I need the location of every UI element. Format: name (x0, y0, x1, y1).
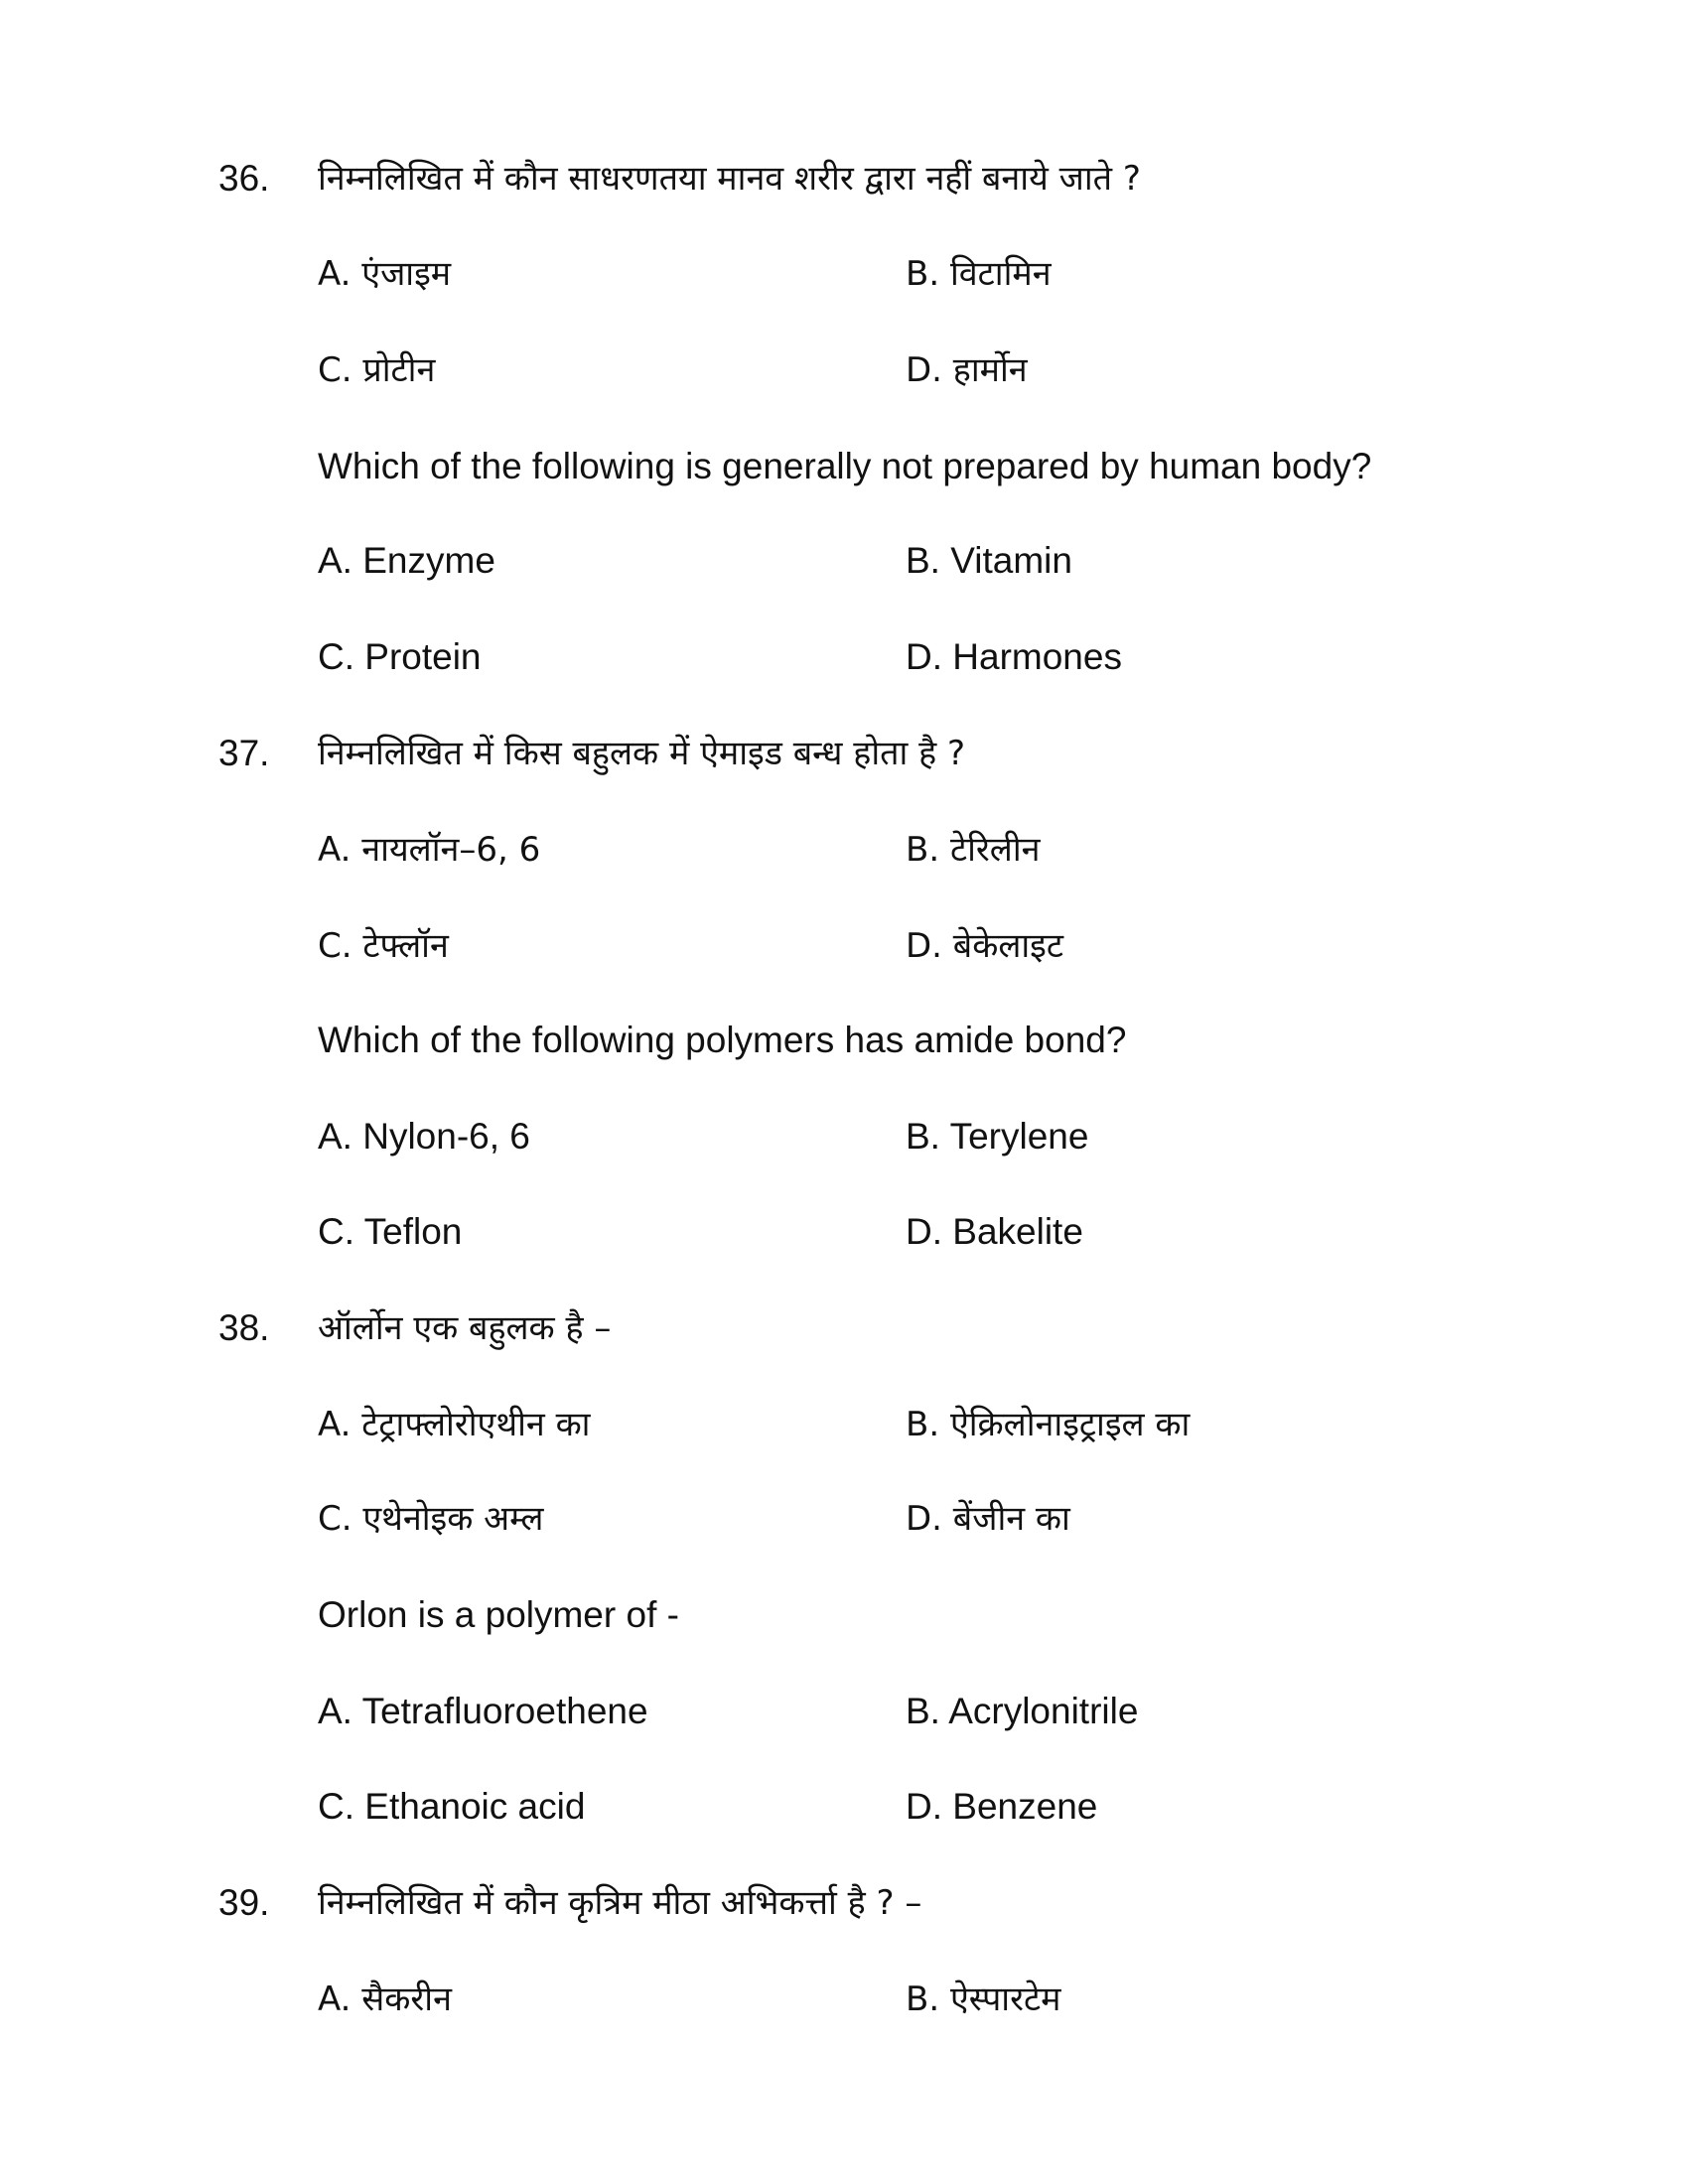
question-38-hindi-option-c: C. एथेनोइक अम्ल (318, 1499, 544, 1539)
question-39-hindi-option-a: A. सैकरीन (318, 1979, 452, 2019)
question-36-english-option-a: A. Enzyme (318, 540, 495, 581)
question-38-english-option-d: D. Benzene (906, 1786, 1098, 1827)
question-36-english-text: Which of the following is generally not prepared by human body? (318, 446, 1372, 486)
question-36-english-option-c: C. Protein (318, 636, 482, 677)
question-36-hindi-option-a: A. एंजाइम (318, 254, 452, 294)
question-36-english-option-b: B. Vitamin (906, 540, 1072, 581)
question-37-english-option-b: B. Terylene (906, 1116, 1089, 1157)
question-37-english-text: Which of the following polymers has amide bond? (318, 1020, 1127, 1060)
question-38-hindi-option-a: A. टेट्राफ्लोरोएथीन का (318, 1405, 591, 1444)
question-38-hindi-text: ऑर्लोन एक बहुलक है – (318, 1308, 612, 1348)
question-37-english-option-d: D. Bakelite (906, 1211, 1083, 1252)
question-38-number: 38. (218, 1307, 270, 1348)
question-36-number: 36. (218, 158, 270, 199)
question-36-english-option-d: D. Harmones (906, 636, 1122, 677)
question-39-hindi-option-b: B. ऐस्पारटेम (906, 1979, 1061, 2019)
question-36-hindi-option-d: D. हार्मोन (906, 350, 1028, 390)
question-36-hindi-option-b: B. विटामिन (906, 254, 1052, 294)
question-37-english-option-a: A. Nylon-6, 6 (318, 1116, 530, 1157)
question-39-number: 39. (218, 1882, 270, 1923)
question-37-hindi-option-a: A. नायलॉन–6, 6 (318, 830, 541, 870)
question-39-hindi-text: निम्नलिखित में कौन कृत्रिम मीठा अभिकर्त्ता है ? – (318, 1883, 922, 1923)
question-37-hindi-text: निम्नलिखित में किस बहुलक में ऐमाइड बन्ध होता है ? (318, 734, 966, 773)
question-37-number: 37. (218, 733, 270, 773)
question-38-english-text: Orlon is a polymer of - (318, 1594, 679, 1635)
question-36-hindi-text: निम्नलिखित में कौन साधरणतया मानव शरीर द्वारा नहीं बनाये जाते ? (318, 159, 1141, 199)
question-37-english-option-c: C. Teflon (318, 1211, 463, 1252)
question-38-hindi-option-b: B. ऐक्रिलोनाइट्राइल का (906, 1405, 1191, 1444)
question-36-hindi-option-c: C. प्रोटीन (318, 350, 436, 390)
question-38-english-option-b: B. Acrylonitrile (906, 1691, 1139, 1731)
question-38-english-option-a: A. Tetrafluoroethene (318, 1691, 648, 1731)
question-38-english-option-c: C. Ethanoic acid (318, 1786, 586, 1827)
question-38-hindi-option-d: D. बेंजीन का (906, 1499, 1070, 1539)
question-37-hindi-option-b: B. टेरिलीन (906, 830, 1041, 870)
question-37-hindi-option-d: D. बेकेलाइट (906, 926, 1064, 966)
question-37-hindi-option-c: C. टेफ्लॉन (318, 926, 449, 966)
